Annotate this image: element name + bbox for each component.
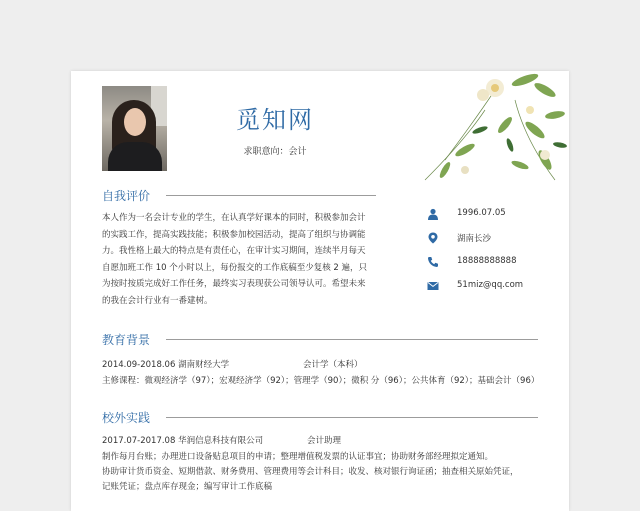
floral-decoration (405, 70, 569, 196)
self-eval-line: 的我在会计行业有一番建树。 (102, 295, 213, 306)
education-divider (166, 339, 538, 340)
practice-role: 会计助理 (307, 436, 342, 446)
education-school: 2014.09-2018.06 湖南财经大学 (102, 360, 230, 370)
self-eval-divider (166, 195, 376, 196)
education-courses: 主修课程：微观经济学（97）；宏观经济学（92）；管理学（90）；微积 分（96）；公共体育（92）；基础会计（96） (102, 376, 540, 386)
practice-divider (166, 417, 538, 418)
self-eval-line: 的实践工作，提高实践技能；积极参加校园活动，提高了组织与协调能 (102, 229, 366, 240)
self-eval-title: 自我评价 (102, 189, 151, 203)
person-icon (427, 208, 439, 220)
location-pin-icon (427, 232, 439, 244)
practice-line: 制作每月台账；办理进口设备贴息项目的申请；整理增值税发票的认证事宜；协助财务部经理拟定通知。 (102, 452, 494, 462)
job-intention: 求职意向：会计 (243, 147, 307, 157)
self-eval-text (102, 210, 367, 309)
birthday-value: 1996.07.05 (457, 208, 506, 218)
email-value: 51miz@qq.com (457, 280, 524, 290)
education-title: 教育背景 (102, 333, 151, 347)
education-major: 会计学（本科） (303, 360, 363, 370)
practice-line: 记账凭证；盘点库存现金；编写审计工作底稿 (102, 482, 273, 492)
profile-photo (102, 86, 167, 171)
self-eval-line: 本人作为一名会计专业的学生，在认真学好课本的同时，积极参加会计 (102, 213, 366, 223)
self-eval-line: 为按时按质完成好工作任务，最终实习表现获公司领导认可。希望未来 (102, 279, 366, 289)
practice-title: 校外实践 (102, 411, 151, 425)
email-icon (427, 280, 439, 292)
phone-value: 18888888888 (457, 256, 517, 266)
practice-company: 2017.07-2017.08 华润信息科技有限公司 (102, 436, 264, 446)
self-eval-line: 力。我性格上最大的特点是有责任心，在审计实习期间，连续半月每天 (102, 246, 366, 256)
practice-line: 协助审计货币资金、短期借款、财务费用、管理费用等会计科目；收发、核对银行询证函；抽查相关原始凭证， (102, 467, 519, 477)
location-value: 湖南长沙 (457, 234, 492, 244)
phone-icon (427, 256, 439, 268)
candidate-name: 觅知网 (236, 106, 314, 134)
self-eval-line: 自愿加班工作 10 个小时以上，每份报交的工作底稿至少复核 2 遍，只 (102, 262, 368, 273)
